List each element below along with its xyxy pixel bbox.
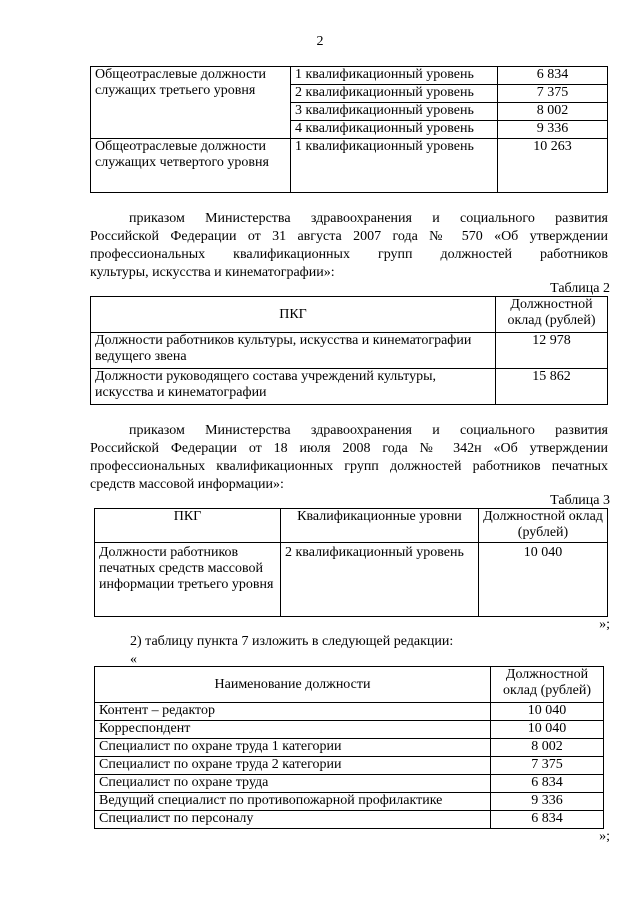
- pkg-group-cell: Общеотраслевые должности служащих четвертого уровня: [91, 139, 291, 193]
- column-header-pkg: ПКГ: [95, 509, 281, 543]
- level-cell: 3 квалификационный уровень: [291, 103, 498, 121]
- level-cell: 1 квалификационный уровень: [291, 67, 498, 85]
- salary-cell: 10 040: [479, 543, 608, 617]
- salary-cell: 6 834: [491, 811, 604, 829]
- paragraph-line: средств массовой информации»:: [90, 477, 284, 492]
- table-2: [90, 296, 608, 405]
- item-2-text: 2) таблицу пункта 7 изложить в следующей редакции:: [130, 634, 454, 649]
- salary-cell: 7 375: [491, 757, 604, 775]
- salary-cell: 15 862: [496, 369, 608, 405]
- column-header-salary: Должностной оклад (рублей): [479, 509, 608, 543]
- salary-cell: 9 336: [498, 121, 608, 139]
- table-header-row: [95, 509, 608, 543]
- position-cell: Специалист по охране труда: [95, 775, 491, 793]
- salary-cell: 10 040: [491, 721, 604, 739]
- table-header-row: [91, 297, 608, 333]
- closing-quote-3: »;: [599, 617, 610, 632]
- salary-cell: 8 002: [491, 739, 604, 757]
- position-cell: Специалист по охране труда 1 категории: [95, 739, 491, 757]
- position-cell: Специалист по персоналу: [95, 811, 491, 829]
- salary-cell: 6 834: [491, 775, 604, 793]
- page-number: 2: [316, 34, 324, 49]
- table-row: [95, 757, 604, 775]
- level-cell: 2 квалификационный уровень: [281, 543, 479, 617]
- table-row: [91, 369, 608, 405]
- table-3-caption: Таблица 3: [550, 493, 610, 508]
- table-row: [95, 739, 604, 757]
- table-row: [95, 543, 608, 617]
- table-header-row: [95, 667, 604, 703]
- paragraph-line: приказом Министерства здравоохранения и социального развития: [129, 423, 608, 438]
- table-row: [95, 775, 604, 793]
- paragraph-line: профессиональных квалификационных групп должностей работников печатных: [90, 459, 608, 474]
- paragraph-line: приказом Министерства здравоохранения и социального развития: [129, 211, 608, 226]
- pkg-group-cell: Общеотраслевые должности служащих третьего уровня: [91, 67, 291, 139]
- position-cell: Контент – редактор: [95, 703, 491, 721]
- salary-cell: 9 336: [491, 793, 604, 811]
- level-cell: 1 квалификационный уровень: [291, 139, 498, 193]
- position-cell: Корреспондент: [95, 721, 491, 739]
- column-header-pkg: ПКГ: [91, 297, 496, 333]
- salary-cell: 10 263: [498, 139, 608, 193]
- closing-quote-4: »;: [599, 829, 610, 844]
- position-cell: Специалист по охране труда 2 категории: [95, 757, 491, 775]
- paragraph-line: культуры, искусства и кинематографии»:: [90, 265, 335, 280]
- salary-cell: 7 375: [498, 85, 608, 103]
- column-header-position: Наименование должности: [95, 667, 491, 703]
- table-row: [95, 703, 604, 721]
- order-paragraph-1: [90, 210, 608, 282]
- order-paragraph-2: [90, 422, 608, 494]
- table-row: [91, 67, 608, 85]
- table-4: [94, 666, 604, 829]
- paragraph-line: Российской Федерации от 18 июля 2008 года № 342н «Об утверждении: [90, 441, 608, 456]
- table-row: [95, 721, 604, 739]
- pkg-cell: Должности работников культуры, искусства и кинематографии ведущего звена: [91, 333, 496, 369]
- pkg-cell: Должности работников печатных средств массовой информации третьего уровня: [95, 543, 281, 617]
- table-row: [95, 811, 604, 829]
- table-row: [91, 333, 608, 369]
- level-cell: 2 квалификационный уровень: [291, 85, 498, 103]
- level-cell: 4 квалификационный уровень: [291, 121, 498, 139]
- salary-cell: 10 040: [491, 703, 604, 721]
- salary-cell: 12 978: [496, 333, 608, 369]
- column-header-salary: Должностной оклад (рублей): [491, 667, 604, 703]
- column-header-salary: Должностной оклад (рублей): [496, 297, 608, 333]
- table-1: [90, 66, 608, 193]
- salary-cell: 8 002: [498, 103, 608, 121]
- table-2-caption: Таблица 2: [550, 281, 610, 296]
- paragraph-line: профессиональных квалификационных групп должностей работников: [90, 247, 608, 262]
- table-row: [95, 793, 604, 811]
- paragraph-line: Российской Федерации от 31 августа 2007 года № 570 «Об утверждении: [90, 229, 608, 244]
- opening-quote: «: [130, 652, 137, 667]
- salary-cell: 6 834: [498, 67, 608, 85]
- column-header-levels: Квалификационные уровни: [281, 509, 479, 543]
- pkg-cell: Должности руководящего состава учреждений культуры, искусства и кинематографии: [91, 369, 496, 405]
- table-row: [91, 139, 608, 193]
- table-3: [94, 508, 608, 617]
- position-cell: Ведущий специалист по противопожарной профилактике: [95, 793, 491, 811]
